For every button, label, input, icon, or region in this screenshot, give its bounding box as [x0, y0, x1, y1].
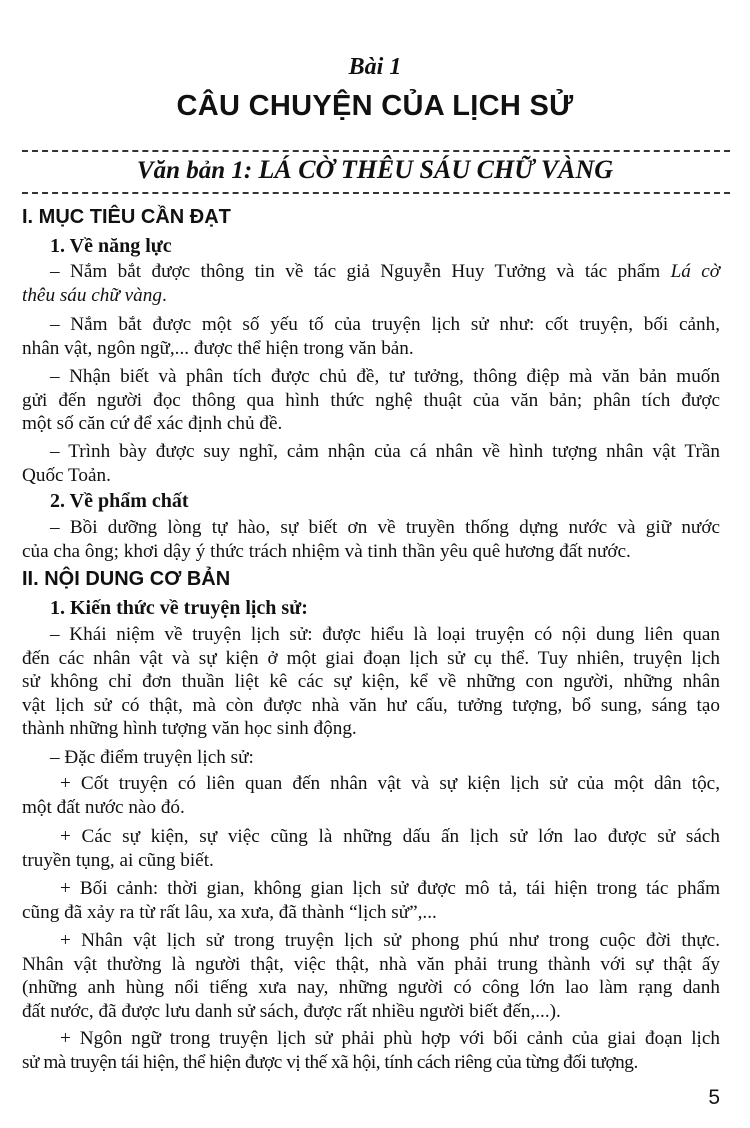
subheading-qualities: 2. Về phẩm chất [50, 490, 189, 512]
paragraph-feature-language [22, 1027, 720, 1074]
paragraph-line: cũng đã xảy ra từ rất lâu, xa xưa, đã thành “lịch sử”,... [22, 901, 437, 923]
paragraph-line: Nhân vật thường là người thật, việc thật, nhà văn phải trung thành với sự thật ấy [22, 953, 720, 975]
paragraph-line: một số căn cứ để xác định chủ đề. [22, 413, 283, 434]
page-number: 5 [708, 1086, 720, 1109]
paragraph-feature-plot [22, 772, 720, 819]
paragraph-line: + Các sự kiện, sự việc cũng là những dấu ấn lịch sử lớn lao được sử sách [60, 826, 720, 847]
paragraph-line: của cha ông; khơi dậy ý thức trách nhiệm và tinh thần yêu quê hương đất nước. [22, 540, 631, 562]
paragraph-line: . [161, 284, 167, 306]
lesson-title: CÂU CHUYỆN CỦA LỊCH SỬ [176, 90, 574, 122]
paragraph-theme [22, 365, 720, 436]
work-title-italic: Lá cờ [670, 261, 720, 282]
subheading-competence: 1. Về năng lực [50, 235, 172, 257]
paragraph-feature-characters [22, 929, 720, 1023]
paragraph-line: – Khái niệm về truyện lịch sử: được hiểu là loại truyện có nội dung liên quan [50, 624, 720, 645]
text-title [0, 155, 750, 185]
paragraph-definition [22, 623, 720, 741]
paragraph-line: – Nắm bắt được thông tin về tác giả Nguyễn Huy Tưởng và tác phẩm [50, 261, 671, 282]
paragraph-line: sử không chỉ đơn thuần liệt kê các sự kiện, kể về những con người, những nhân [22, 671, 720, 692]
paragraph-line: đến các nhân vật và sự kiện ở một giai đoạn lịch sử cụ thể. Tuy nhiên, truyện lịch [22, 647, 720, 669]
paragraph-qualities [22, 516, 720, 563]
paragraph-line: + Bối cảnh: thời gian, không gian lịch sử được mô tả, tái hiện trong tác phẩm [60, 878, 720, 899]
paragraph-author-info [22, 260, 720, 307]
paragraph-line: nhân vật, ngôn ngữ,... được thể hiện trong văn bản. [22, 337, 414, 359]
paragraph-line: đất nước, đã được lưu danh sử sách, được rất nhiều người biết đến,...). [22, 1000, 561, 1022]
subheading-historical-story: 1. Kiến thức về truyện lịch sử: [50, 597, 308, 619]
paragraph-feature-setting [22, 877, 720, 924]
paragraph-line: gửi đến người đọc thông qua hình thức nghệ thuật của văn bản; phân tích được [22, 389, 720, 411]
paragraph-features-intro [22, 746, 720, 770]
paragraph-story-elements [22, 313, 720, 360]
section-heading-content: II. NỘI DUNG CƠ BẢN [22, 568, 231, 590]
lesson-number: Bài 1 [348, 54, 402, 80]
paragraph-line: – Đặc điểm truyện lịch sử: [50, 747, 254, 768]
paragraph-line: – Nhận biết và phân tích được chủ đề, tư tưởng, thông điệp mà văn bản muốn [50, 366, 720, 387]
paragraph-line: thành những hình tượng văn học sinh động. [22, 718, 357, 739]
paragraph-line: (những anh hùng nổi tiếng xưa nay, những người có công lớn lao làm rạng danh [22, 977, 720, 998]
dashed-rule-top [22, 150, 730, 152]
paragraph-line: Quốc Toản. [22, 464, 111, 486]
paragraph-line: – Bồi dưỡng lòng tự hào, sự biết ơn về truyền thống dựng nước và giữ nước [50, 517, 720, 538]
work-title-italic: thêu sáu chữ vàng [22, 284, 162, 306]
paragraph-line: + Nhân vật lịch sử trong truyện lịch sử phong phú như trong cuộc đời thực. [60, 930, 720, 951]
paragraph-line: + Ngôn ngữ trong truyện lịch sử phải phù hợp với bối cảnh của giai đoạn lịch [60, 1028, 720, 1049]
text-title-name: LÁ CỜ THÊU SÁU CHỮ VÀNG [258, 155, 614, 184]
paragraph-line: sử mà truyện tái hiện, thể hiện được vị thế xã hội, tính cách riêng của từng đối tượng. [22, 1051, 638, 1073]
paragraph-line: vật lịch sử có thật, mà còn được nhà văn hư cấu, tưởng tượng, bổ sung, sáng tạo [22, 694, 720, 716]
paragraph-line: – Trình bày được suy nghĩ, cảm nhận của cá nhân về hình tượng nhân vật Trần [50, 441, 720, 462]
paragraph-line: truyền tụng, ai cũng biết. [22, 849, 214, 871]
text-title-prefix: Văn bản 1: [136, 157, 259, 184]
paragraph-line: + Cốt truyện có liên quan đến nhân vật và sự kiện lịch sử của một dân tộc, [60, 773, 720, 794]
paragraph-character [22, 440, 720, 487]
dashed-rule-bottom [22, 192, 730, 194]
paragraph-feature-events [22, 825, 720, 872]
paragraph-line: một đất nước nào đó. [22, 796, 185, 818]
paragraph-line: – Nắm bắt được một số yếu tố của truyện lịch sử như: cốt truyện, bối cảnh, [50, 314, 720, 335]
section-heading-goals: I. MỤC TIÊU CẦN ĐẠT [22, 206, 231, 228]
